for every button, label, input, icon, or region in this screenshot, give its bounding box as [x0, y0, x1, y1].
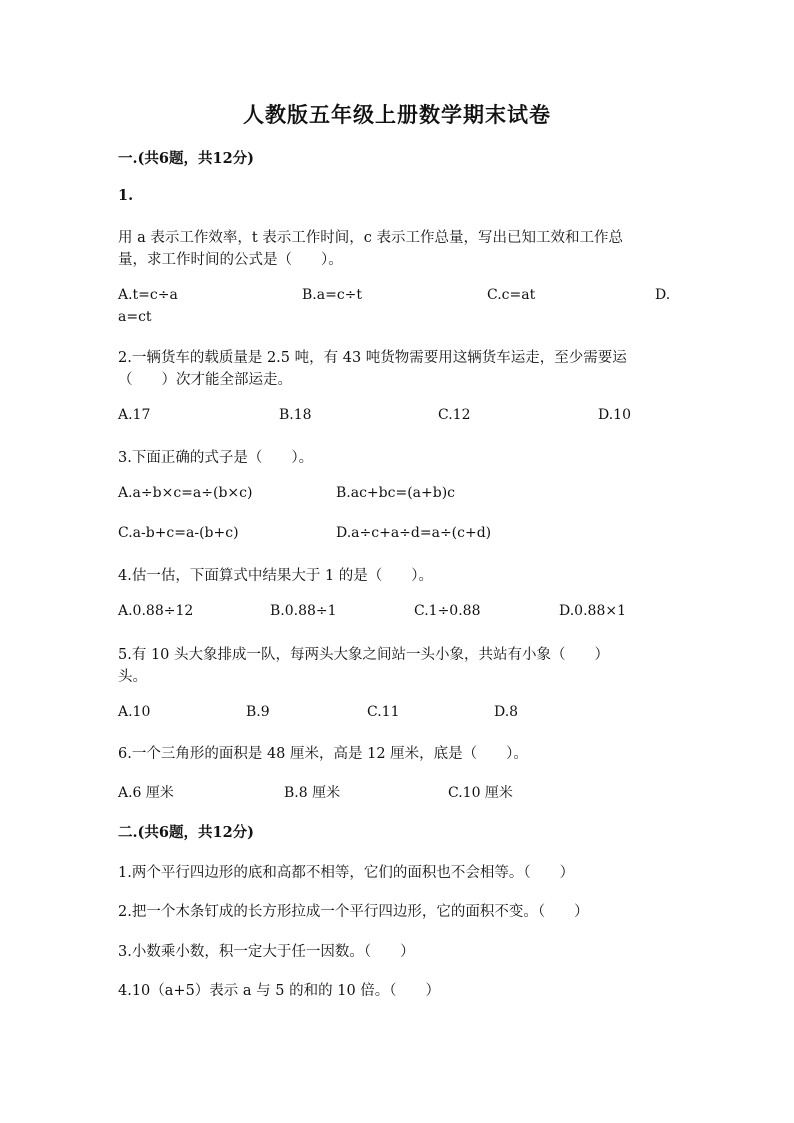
q5-text-line1: 5.有 10 头大象排成一队，每两头大象之间站一头小象，共站有小象（ ） — [118, 647, 610, 663]
q3-option-a: A.a÷b×c=a÷(b×c) — [118, 485, 253, 501]
q6-option-b: B.8 厘米 — [284, 785, 341, 801]
q5-text-line2: 头。 — [118, 669, 147, 685]
q2-text-line2: （ ）次才能全部运走。 — [118, 372, 292, 388]
section-2-heading: 二.(共6题，共12分) — [118, 824, 255, 841]
q1-text-line1: 用 a 表示工作效率，t 表示工作时间，c 表示工作总量，写出已知工效和工作总 — [118, 230, 624, 246]
q4-option-c: C.1÷0.88 — [414, 603, 481, 619]
q5-option-c: C.11 — [367, 704, 400, 720]
q1-option-a: A.t=c÷a — [118, 287, 178, 303]
q6-text: 6.一个三角形的面积是 48 厘米，高是 12 厘米，底是（ ）。 — [118, 746, 528, 762]
q3-text: 3.下面正确的式子是（ ）。 — [118, 450, 314, 466]
q3-option-c: C.a-b+c=a-(b+c) — [118, 525, 239, 541]
q3-option-d: D.a÷c+a÷d=a÷(c+d) — [336, 525, 492, 541]
q4-text: 4.估一估，下面算式中结果大于 1 的是（ ）。 — [118, 568, 434, 584]
q3-option-b: B.ac+bc=(a+b)c — [336, 485, 455, 501]
q1-number: 1. — [118, 187, 134, 204]
q5-option-d: D.8 — [494, 704, 519, 720]
q5-option-b: B.9 — [246, 704, 270, 720]
q1-option-b: B.a=c÷t — [302, 287, 363, 303]
section-1-heading: 一.(共6题，共12分) — [118, 150, 255, 167]
q4-option-d: D.0.88×1 — [559, 603, 626, 619]
q1-option-d: D. — [655, 287, 671, 303]
exam-title: 人教版五年级上册数学期末试卷 — [243, 102, 551, 127]
q6-option-a: A.6 厘米 — [118, 785, 174, 801]
q2-option-b: B.18 — [279, 407, 312, 423]
q1-option-c: C.c=at — [487, 287, 536, 303]
q4-option-b: B.0.88÷1 — [270, 603, 337, 619]
tf-item-2: 2.把一个木条钉成的长方形拉成一个平行四边形，它的面积不变。（ ） — [118, 904, 589, 920]
q1-option-d-cont: a=ct — [118, 309, 152, 325]
q4-option-a: A.0.88÷12 — [118, 603, 194, 619]
q1-text-line2: 量，求工作时间的公式是（ ）。 — [118, 252, 343, 268]
q2-option-a: A.17 — [118, 407, 151, 423]
q5-option-a: A.10 — [118, 704, 151, 720]
tf-item-1: 1.两个平行四边形的底和高都不相等，它们的面积也不会相等。（ ） — [118, 865, 575, 881]
q2-option-d: D.10 — [598, 407, 631, 423]
q6-option-c: C.10 厘米 — [448, 785, 513, 801]
tf-item-4: 4.10（a+5）表示 a 与 5 的和的 10 倍。（ ） — [118, 983, 441, 999]
q2-text-line1: 2.一辆货车的载质量是 2.5 吨，有 43 吨货物需要用这辆货车运走，至少需要运 — [118, 350, 627, 366]
q2-option-c: C.12 — [438, 407, 471, 423]
tf-item-3: 3.小数乘小数，积一定大于任一因数。（ ） — [118, 944, 415, 960]
